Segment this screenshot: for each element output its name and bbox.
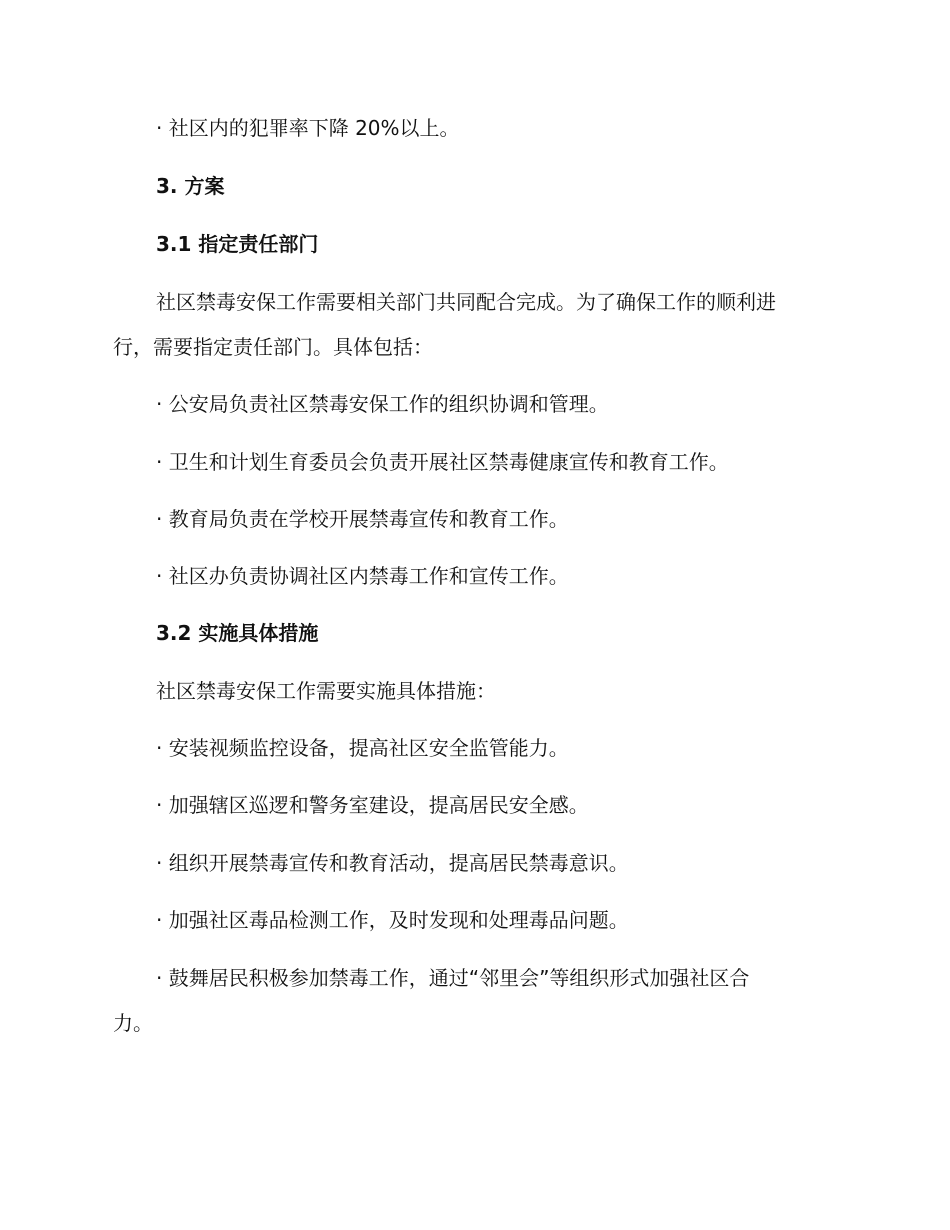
section-3-2-title: 3.2 实施具体措施: [156, 621, 319, 645]
bullet-item: · 组织开展禁毒宣传和教育活动，提高居民禁毒意识。: [156, 851, 629, 875]
bullet-last-line-2: 力。: [113, 1011, 153, 1035]
bullet-last-line-1: · 鼓舞居民积极参加禁毒工作，通过“邻里会”等组织形式加强社区合: [156, 966, 750, 990]
bullet-item: · 卫生和计划生育委员会负责开展社区禁毒健康宣传和教育工作。: [156, 450, 729, 474]
bullet-item: · 加强辖区巡逻和警务室建设，提高居民安全感。: [156, 793, 589, 817]
paragraph-3-2: 社区禁毒安保工作需要实施具体措施：: [156, 679, 496, 703]
bullet-item: · 公安局负责社区禁毒安保工作的组织协调和管理。: [156, 392, 609, 416]
section-3-1-title: 3.1 指定责任部门: [156, 232, 319, 256]
bullet-crime-rate: · 社区内的犯罪率下降 20%以上。: [156, 116, 460, 140]
section-3-title: 3. 方案: [156, 174, 225, 198]
paragraph-3-1-line-2: 行，需要指定责任部门。具体包括：: [113, 335, 433, 359]
bullet-item: · 社区办负责协调社区内禁毒工作和宣传工作。: [156, 564, 569, 588]
bullet-item: · 教育局负责在学校开展禁毒宣传和教育工作。: [156, 507, 569, 531]
bullet-item: · 加强社区毒品检测工作，及时发现和处理毒品问题。: [156, 908, 629, 932]
bullet-item: · 安装视频监控设备，提高社区安全监管能力。: [156, 736, 569, 760]
paragraph-3-1-line-1: 社区禁毒安保工作需要相关部门共同配合完成。为了确保工作的顺利进: [156, 290, 776, 314]
